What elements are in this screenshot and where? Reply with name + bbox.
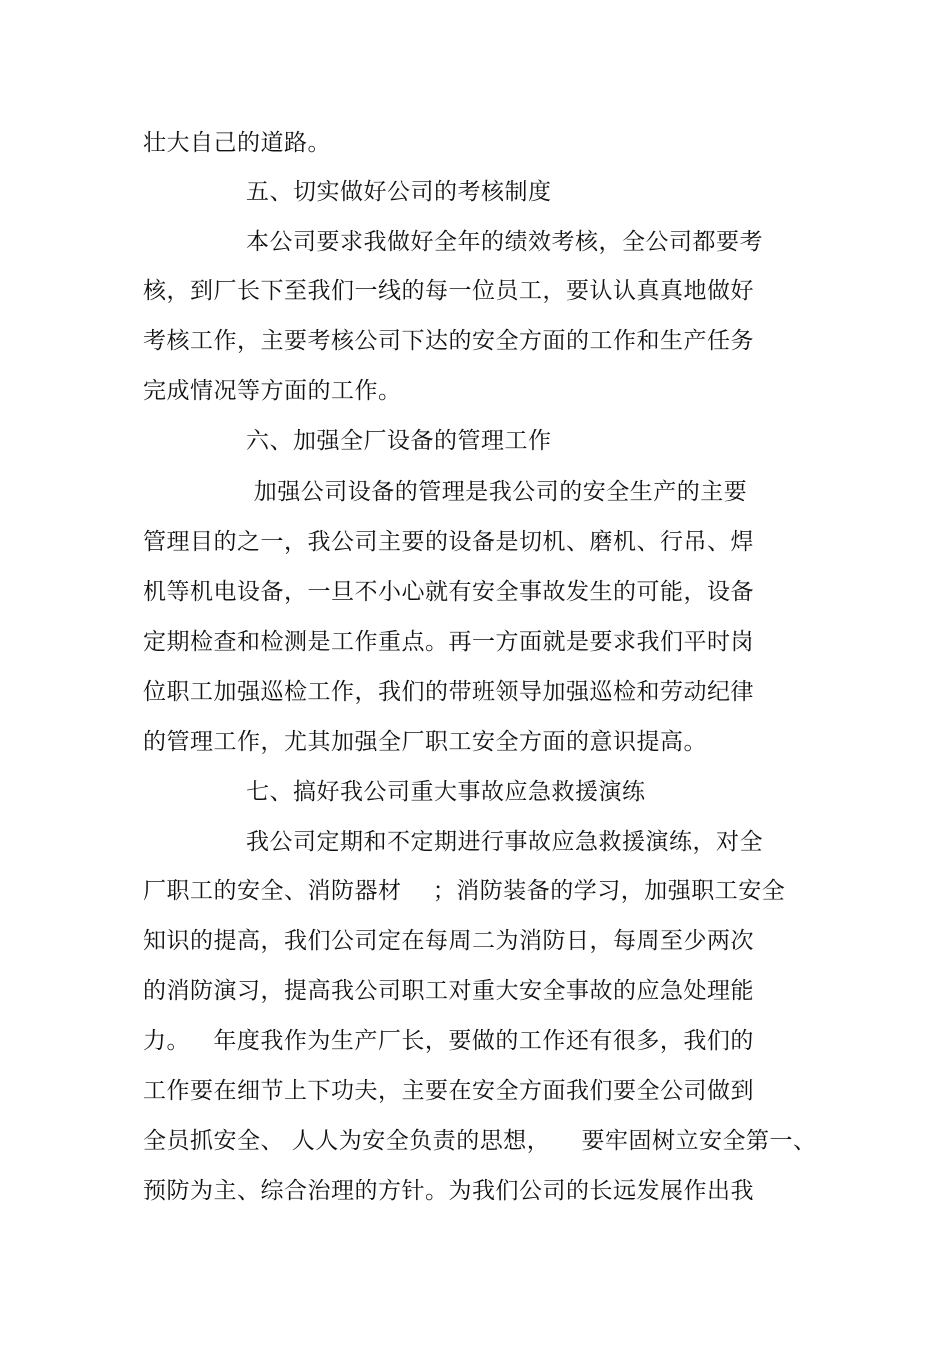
text-line: 全员抓安全、 人人为安全负责的思想， 要牢固树立安全第一、: [143, 1128, 817, 1154]
text-line: 壮大自己的道路。: [143, 130, 331, 156]
text-line: 的消防演习，提高我公司职工对重大安全事故的应急处理能: [143, 978, 754, 1004]
text-line: 定期检查和检测是工作重点。再一方面就是要求我们平时岗: [143, 629, 754, 655]
section-heading-6: 六、加强全厂设备的管理工作: [246, 428, 552, 454]
text-line: 位职工加强巡检工作，我们的带班领导加强巡检和劳动纪律: [143, 679, 754, 705]
text-line: 核，到厂长下至我们一线的每一位员工，要认认真真地做好: [143, 278, 754, 304]
text-line: 加强公司设备的管理是我公司的安全生产的主要: [246, 479, 748, 505]
text-line: 管理目的之一，我公司主要的设备是切机、磨机、行吊、焊: [143, 529, 754, 555]
text-line: 我公司定期和不定期进行事故应急救援演练，对全: [246, 829, 763, 855]
text-line: 机等机电设备，一旦不小心就有安全事故发生的可能，设备: [143, 579, 754, 605]
text-line: 力。 年度我作为生产厂长，要做的工作还有很多，我们的: [143, 1028, 754, 1054]
text-line: 完成情况等方面的工作。: [143, 378, 402, 404]
section-heading-7: 七、搞好我公司重大事故应急救援演练: [246, 779, 646, 805]
text-line: 厂职工的安全、消防器材 ；消防装备的学习，加强职工安全: [143, 878, 786, 904]
text-line: 工作要在细节上下功夫，主要在安全方面我们要全公司做到: [143, 1078, 754, 1104]
text-line: 预防为主、综合治理的方针。为我们公司的长远发展作出我: [143, 1178, 754, 1204]
text-line: 考核工作，主要考核公司下达的安全方面的工作和生产任务: [143, 328, 754, 354]
section-heading-5: 五、切实做好公司的考核制度: [246, 179, 552, 205]
text-line: 知识的提高，我们公司定在每周二为消防日，每周至少两次: [143, 928, 754, 954]
text-line: 本公司要求我做好全年的绩效考核，全公司都要考: [246, 229, 763, 255]
text-line: 的管理工作，尤其加强全厂职工安全方面的意识提高。: [143, 729, 707, 755]
